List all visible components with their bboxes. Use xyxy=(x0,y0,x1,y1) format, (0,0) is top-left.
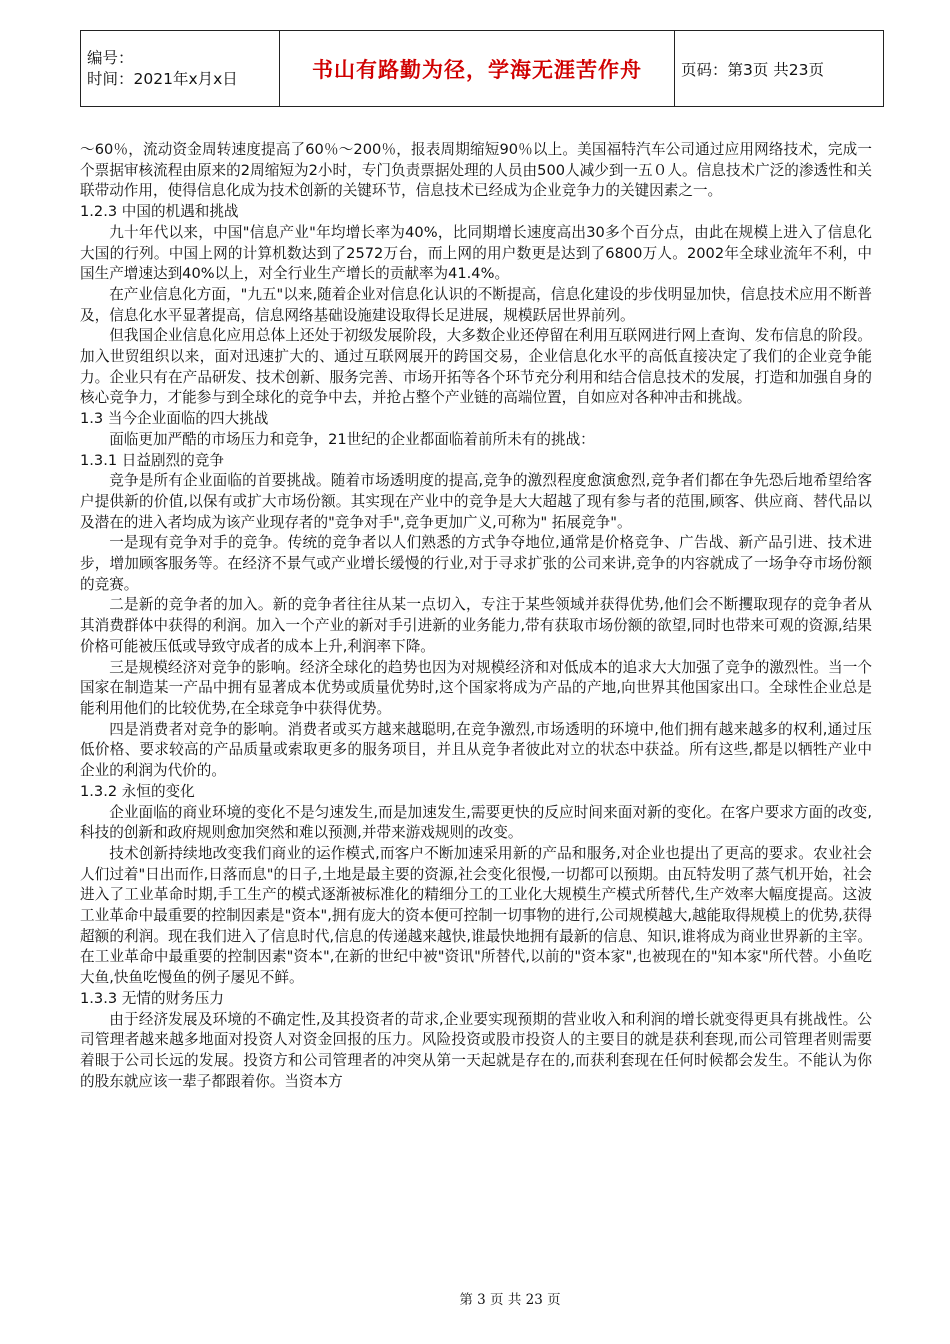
body-paragraph: 二是新的竞争者的加入。新的竞争者往往从某一点切入，专注于某些领域并获得优势,他们会不断攫取现存的竞争者从其消费群体中获得的利润。加入一个产业的新对手引进新的业务能力,带有获取市场份额的欲望,同时也带来可观的资源,结果价格可能被压低或导致守成者的成本上升,利润率下降。 xyxy=(80,596,872,655)
body-paragraph: 竞争是所有企业面临的首要挑战。随着市场透明度的提高,竞争的激烈程度愈演愈烈,竞争者们都在争先恐后地希望给客户提供新的价值,以保有或扩大市场份额。其实现在产业中的竞争是大大超越了现有参与者的范围,顾客、供应商、替代品以及潜在的进入者均成为该产业现存者的"竞争对手",竞争更加广义,可称为" 拓展竞争"。 xyxy=(80,472,872,531)
time-label: 时间：2021年x月x日 xyxy=(87,69,238,88)
body-paragraph: 九十年代以来，中国"信息产业"年均增长率为40%，比同期增长速度高出30多个百分点，由此在规模上进入了信息化大国的行列。中国上网的计算机数达到了2572万台，而上网的用户数更是达到了6800万人。2002年全球业流年不利，中国生产增速达到40%以上，对全行业生产增长的贡献率为41.4%。 xyxy=(80,223,872,283)
body-paragraph: 企业面临的商业环境的变化不是匀速发生,而是加速发生,需要更快的反应时间来面对新的变化。在客户要求方面的改变,科技的创新和政府规则愈加突然和难以预测,并带来游戏规则的改变。 xyxy=(80,803,872,842)
body-paragraph: 三是规模经济对竞争的影响。经济全球化的趋势也因为对规模经济和对低成本的追求大大加强了竞争的激烈性。当一个国家在制造某一产品中拥有显著成本优势或质量优势时,这个国家将成为产品的产地,向世界其他国家出口。全球性企业总是能利用他们的比较优势,在全球竞争中获得优势。 xyxy=(80,658,872,717)
section-heading: 1.3.1 日益剧烈的竞争 xyxy=(80,451,224,469)
section-heading: 1.2.3 中国的机遇和挑战 xyxy=(80,203,239,221)
body-paragraph: 技术创新持续地改变我们商业的运作模式,而客户不断加速采用新的产品和服务,对企业也提出了更高的要求。农业社会人们过着"日出而作,日落而息"的日子,土地是最主要的资源,社会变化很慢,一切都可以预期。由瓦特发明了蒸气机开始，社会进入了工业革命时期,手工生产的模式逐渐被标准化的精细分工的工业化大规模生产模式所替代,生产效率大幅度提高。这波工业革命中最重要的控制因素是"资本",拥有庞大的资本便可控制一切事物的进行,公司规模越大,越能取得规模上的优势,获得超额的利润。现在我们进入了信息时代,信息的传递越来越快,谁最快地拥有最新的信息、知识,谁将成为商业世界新的主宰。在工业革命中最重要的控制因素"资本",在新的世纪中被"资讯"所替代,以前的"资本家",也被现在的"知本家"所代替。小鱼吃大鱼,快鱼吃慢鱼的例子屡见不鲜。 xyxy=(80,844,872,987)
header-meta xyxy=(81,31,280,107)
body-paragraph: 但我国企业信息化应用总体上还处于初级发展阶段，大多数企业还停留在利用互联网进行网上查询、发布信息的阶段。加入世贸组织以来，面对迅速扩大的、通过互联网展开的跨国交易，企业信息化水平的高低直接决定了我们的企业竞争能力。企业只有在产品研发、技术创新、服务完善、市场开拓等各个环节充分利用和结合信息技术的发展，打造和加强自身的核心竞争力，才能参与到全球化的竞争中去，并抢占整个产业链的高端位置，自如应对各种冲击和挑战。 xyxy=(80,327,872,407)
section-heading: 1.3.3 无情的财务压力 xyxy=(80,989,224,1007)
page-footer xyxy=(0,1288,950,1308)
document-body xyxy=(80,140,872,1092)
section-heading: 1.3 当今企业面临的四大挑战 xyxy=(80,410,269,428)
body-paragraph: 一是现有竞争对手的竞争。传统的竞争者以人们熟悉的方式争夺地位,通常是价格竞争、广告战、新产品引进、技术进步，增加顾客服务等。在经济不景气或产业增长缓慢的行业,对于寻求扩张的公司来讲,竞争的内容就成了一场争夺市场份额的竞赛。 xyxy=(80,534,872,593)
header-page-label: 页码：第3页 共23页 xyxy=(675,31,884,107)
number-label: 编号： xyxy=(87,48,134,67)
body-paragraph: 在产业信息化方面，"九五"以来,随着企业对信息化认识的不断提高，信息化建设的步伐明显加快，信息技术应用不断普及，信息化水平显著提高，信息网络基础设施建设取得长足进展，规模跃居世界前列。 xyxy=(80,285,872,324)
header-motto: 书山有路勤为径，学海无涯苦作舟 xyxy=(280,31,675,107)
footer-page-number: 第 3 页 共 23 页 xyxy=(459,1292,561,1308)
section-heading: 1.3.2 永恒的变化 xyxy=(80,782,195,800)
page-header xyxy=(80,30,884,107)
body-paragraph: ～60％，流动资金周转速度提高了60％～200％，报表周期缩短90％以上。美国福特汽车公司通过应用网络技术，完成一个票据审核流程由原来的2周缩短为2小时，专门负责票据处理的人员由500人减少到一五０人。信息技术广泛的渗透性和关联带动作用，使得信息化成为技术创新的关键环节，信息技术已经成为企业竞争力的关键因素之一。 xyxy=(80,141,872,200)
body-paragraph: 面临更加严酷的市场压力和竞争，21世纪的企业都面临着前所未有的挑战： xyxy=(109,430,595,448)
body-paragraph: 四是消费者对竞争的影响。消费者或买方越来越聪明,在竞争激烈,市场透明的环境中,他们拥有越来越多的权利,通过压低价格、要求较高的产品质量或索取更多的服务项目，并且从竞争者彼此对立的状态中获益。所有这些,都是以牺牲产业中企业的利润为代价的。 xyxy=(80,720,872,780)
body-paragraph: 由于经济发展及环境的不确定性,及其投资者的苛求,企业要实现预期的营业收入和利润的增长就变得更具有挑战性。公司管理者越来越多地面对投资人对资金回报的压力。风险投资或股市投资人的主要目的就是获利套现,而公司管理者则需要着眼于公司长远的发展。投资方和公司管理者的冲突从第一天起就是存在的,而获利套现在任何时候都会发生。不能认为你的股东就应该一辈子都跟着你。当资本方 xyxy=(80,1010,872,1090)
